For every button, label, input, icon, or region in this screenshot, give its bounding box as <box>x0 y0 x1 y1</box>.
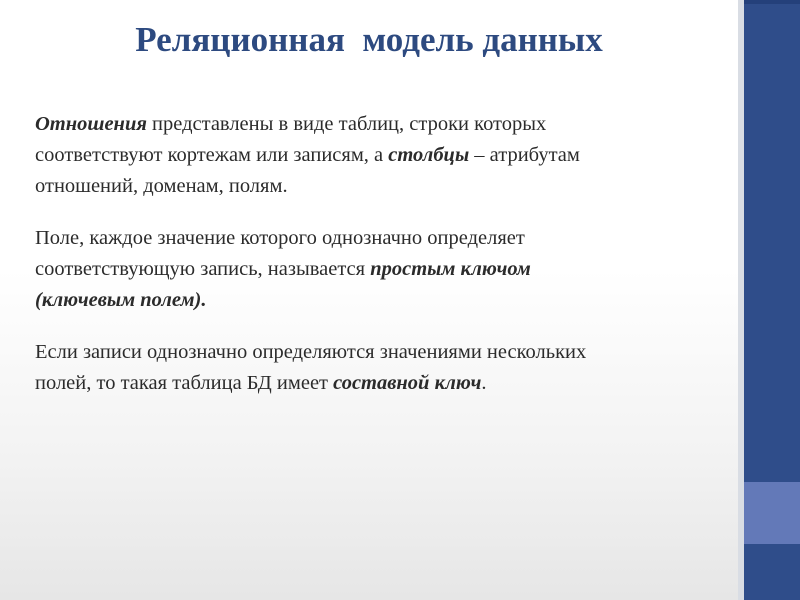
sidebar-top-strip <box>744 0 800 4</box>
term-key-field: (ключевым полем). <box>35 289 207 311</box>
slide-body <box>35 109 715 420</box>
text-fragment: представлены в виде таблиц, строки которых <box>146 113 547 135</box>
paragraph-simple-key <box>35 223 715 316</box>
slide-title: Реляционная модель данных <box>135 20 603 59</box>
text-fragment: Поле, каждое значение которого однозначно определяет <box>35 227 525 249</box>
sidebar-accent-block <box>744 482 800 544</box>
text-fragment: соответствующую запись, называется <box>35 258 371 280</box>
text-fragment: – атрибутам <box>469 144 580 166</box>
paragraph-relations <box>35 109 715 202</box>
paragraph-composite-key <box>35 337 715 399</box>
text-fragment: полей, то такая таблица БД имеет <box>35 372 334 394</box>
term-columns: столбцы <box>388 144 470 166</box>
term-relations: Отношения <box>35 113 147 135</box>
term-simple-key: простым ключом <box>370 258 531 280</box>
text-fragment: . <box>481 372 487 394</box>
text-fragment: Если записи однозначно определяются значениями нескольких <box>35 341 587 363</box>
text-fragment: соответствуют кортежам или записям, а <box>35 144 389 166</box>
term-composite-key: составной ключ <box>333 372 482 394</box>
text-fragment: отношений, доменам, полям. <box>35 175 288 197</box>
